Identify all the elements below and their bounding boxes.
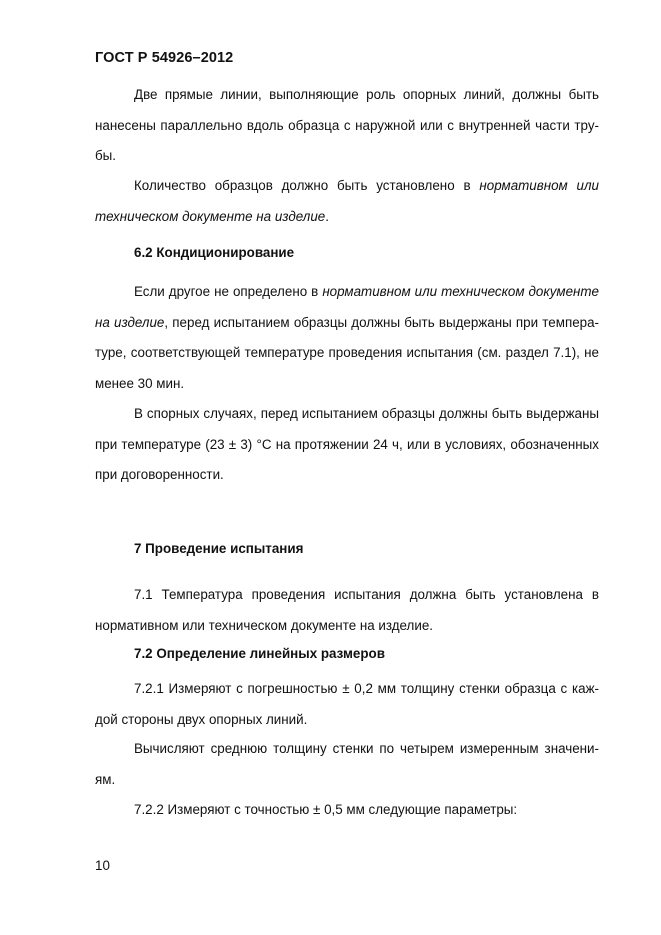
section-heading-6-2: 6.2 Кондиционирование: [134, 245, 295, 260]
paragraph-text: .: [325, 208, 329, 224]
paragraph-text: Если другое не определено в: [134, 284, 323, 299]
paragraph-text: Количество образцов должно быть установлено в: [134, 178, 480, 193]
paragraph-7-1: 7.1 Температура проведения испытания должна быть установлена в нормативном или техническом документе на изделие.: [95, 587, 599, 633]
paragraph-italic-text: нормативном или техническом документе на изделие: [95, 178, 599, 224]
section-heading-7-2: 7.2 Определение линейных размеров: [134, 646, 385, 661]
page-number: 10: [95, 858, 110, 873]
paragraph-7-2-1: 7.2.1 Измеряют с погрешностью ± 0,2 мм толщину стенки образца с каж-дой стороны двух опорных линий.: [95, 681, 599, 727]
paragraph-7-2-2: 7.2.2 Измеряют с точностью ± 0,5 мм следующие параметры:: [134, 802, 518, 817]
paragraph-text: , перед испытанием образцы должны быть выдержаны при темпера-туре, соответствующей температуре проведения испытания (см. раздел 7.1), не менее 30 мин.: [95, 314, 599, 391]
document-header: ГОСТ Р 54926–2012: [95, 50, 234, 66]
paragraph-italic-text: нормативном или техническом документе на изделие: [95, 284, 599, 330]
paragraph-disputes: В спорных случаях, перед испытанием образцы должны быть выдержаны при температуре (23 ± 3) °С на протяжении 24 ч, или в условиях, обозначенных при договоренности.: [95, 406, 599, 482]
paragraph-conditioning: [95, 277, 599, 399]
paragraph-average-thickness: Вычисляют среднюю толщину стенки по четырем измеренным значени-ям.: [95, 741, 599, 787]
section-heading-7: 7 Проведение испытания: [134, 541, 304, 556]
paragraph-reference-lines: Две прямые линии, выполняющие роль опорных линий, должны быть нанесены параллельно вдоль образца с наружной или с внутренней части тру-бы.: [95, 87, 599, 163]
paragraph-sample-count: [95, 171, 599, 232]
